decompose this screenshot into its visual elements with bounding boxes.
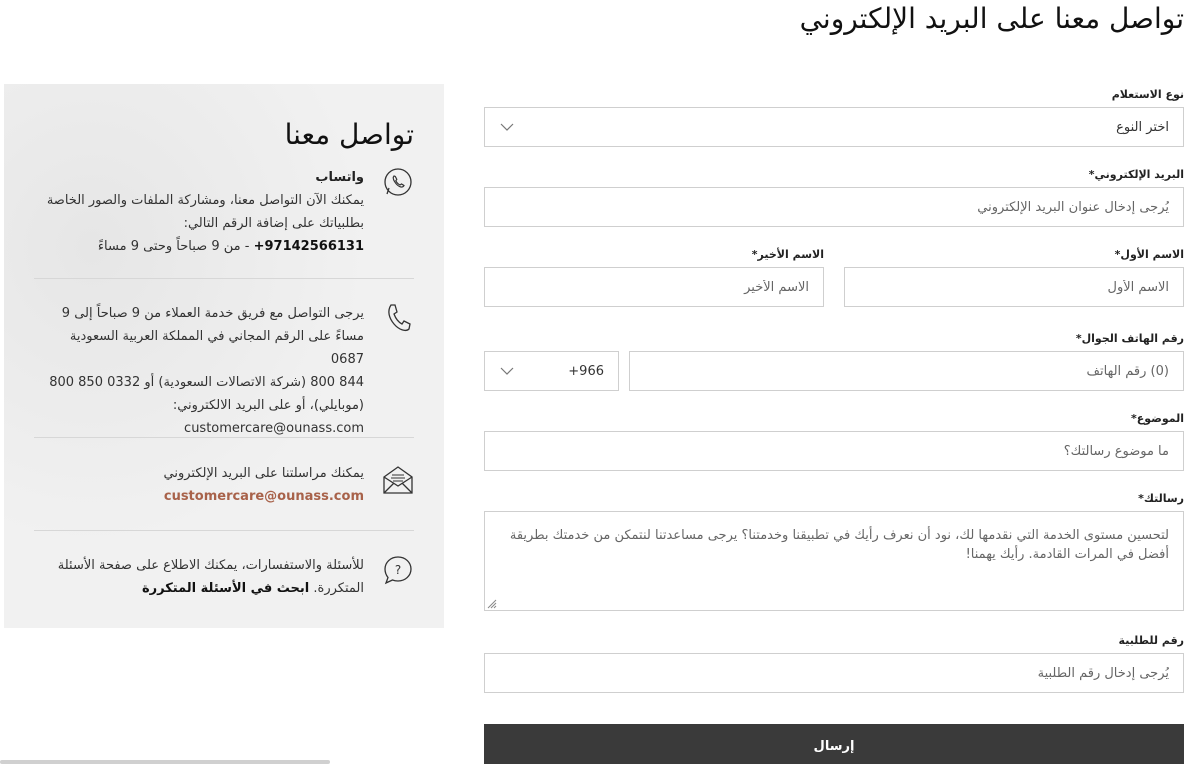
chevron-down-icon [499, 363, 515, 379]
contact-panel [4, 84, 444, 628]
phone-text-line3: 844 800 (شركة الاتصالات السعودية) أو 0332 850 800 [49, 375, 364, 390]
whatsapp-block [34, 166, 414, 258]
last-name-field [484, 248, 824, 307]
chevron-down-icon [499, 119, 515, 135]
message-field [484, 492, 1184, 611]
divider [34, 530, 414, 531]
divider [34, 278, 414, 279]
divider [34, 437, 414, 438]
submit-button[interactable]: إرسال [484, 724, 1184, 764]
envelope-icon [382, 464, 414, 496]
whatsapp-hours: - من 9 صباحاً وحتى 9 مساءً [97, 239, 254, 254]
phone-field [484, 332, 1184, 391]
faq-text-line1: للأسئلة والاستفسارات، يمكنك الاطلاع على صفحة الأسئلة [57, 558, 364, 573]
email-label: البريد الإلكتروني* [1088, 168, 1184, 181]
email-block [34, 462, 414, 508]
whatsapp-number[interactable]: 97142566131+ [253, 239, 364, 254]
whatsapp-heading: واتساب [315, 170, 364, 185]
email-input[interactable] [499, 200, 1169, 215]
last-name-label: الاسم الأخير* [751, 248, 824, 261]
inquiry-type-select[interactable] [484, 107, 1184, 147]
phone-text-line2: مساءً على الرقم المجاني في المملكة العربية السعودية 0687 [69, 329, 364, 367]
contact-panel-title: تواصل معنا [284, 118, 414, 151]
phone-number-input[interactable] [644, 364, 1169, 379]
page-title: تواصل معنا على البريد الإلكتروني [799, 2, 1184, 35]
inquiry-type-field [484, 88, 1184, 147]
whatsapp-text-line1: يمكنك الآن التواصل معنا، ومشاركة الملفات والصور الخاصة [46, 193, 364, 208]
phone-text-line4: (موبايلي)، أو على البريد الالكتروني: [172, 398, 364, 413]
faq-text-line2: المتكررة. [313, 581, 364, 596]
phone-block [34, 302, 414, 440]
whatsapp-text-line2: بطلبياتك على إضافة الرقم التالي: [183, 216, 364, 231]
phone-text-line1: يرجى التواصل مع فريق خدمة العملاء من 9 صباحاً إلى 9 [61, 306, 364, 321]
resize-handle-icon[interactable] [487, 598, 497, 608]
subject-field [484, 412, 1184, 471]
phone-email[interactable]: customercare@ounass.com [184, 421, 364, 436]
email-text: يمكنك مراسلتنا على البريد الإلكتروني [163, 466, 364, 481]
whatsapp-icon [382, 166, 414, 198]
order-number-input[interactable] [499, 666, 1169, 681]
inquiry-type-label: نوع الاستعلام [1111, 88, 1184, 101]
order-number-field [484, 634, 1184, 693]
svg-text:?: ? [394, 563, 402, 577]
country-code-select[interactable] [484, 351, 619, 391]
question-bubble-icon [382, 554, 414, 586]
inquiry-type-value: اختر النوع [1116, 119, 1169, 135]
first-name-label: الاسم الأول* [1114, 248, 1184, 261]
last-name-input[interactable] [499, 280, 809, 295]
horizontal-scrollbar[interactable] [0, 760, 330, 764]
country-code-value: +966 [568, 363, 604, 379]
first-name-input[interactable] [859, 280, 1169, 295]
message-textarea[interactable] [499, 526, 1169, 606]
order-number-label: رقم للطلبية [1118, 634, 1184, 647]
subject-input[interactable] [499, 444, 1169, 459]
phone-icon [382, 302, 414, 334]
phone-label: رقم الهاتف الجوال* [1075, 332, 1184, 345]
email-link[interactable]: customercare@ounass.com [163, 489, 364, 504]
message-label: رسالتك* [1138, 492, 1184, 505]
faq-link[interactable]: ابحث في الأسئلة المتكررة [141, 581, 310, 596]
subject-label: الموضوع* [1131, 412, 1184, 425]
email-field [484, 168, 1184, 227]
first-name-field [844, 248, 1184, 307]
faq-block [34, 554, 414, 600]
